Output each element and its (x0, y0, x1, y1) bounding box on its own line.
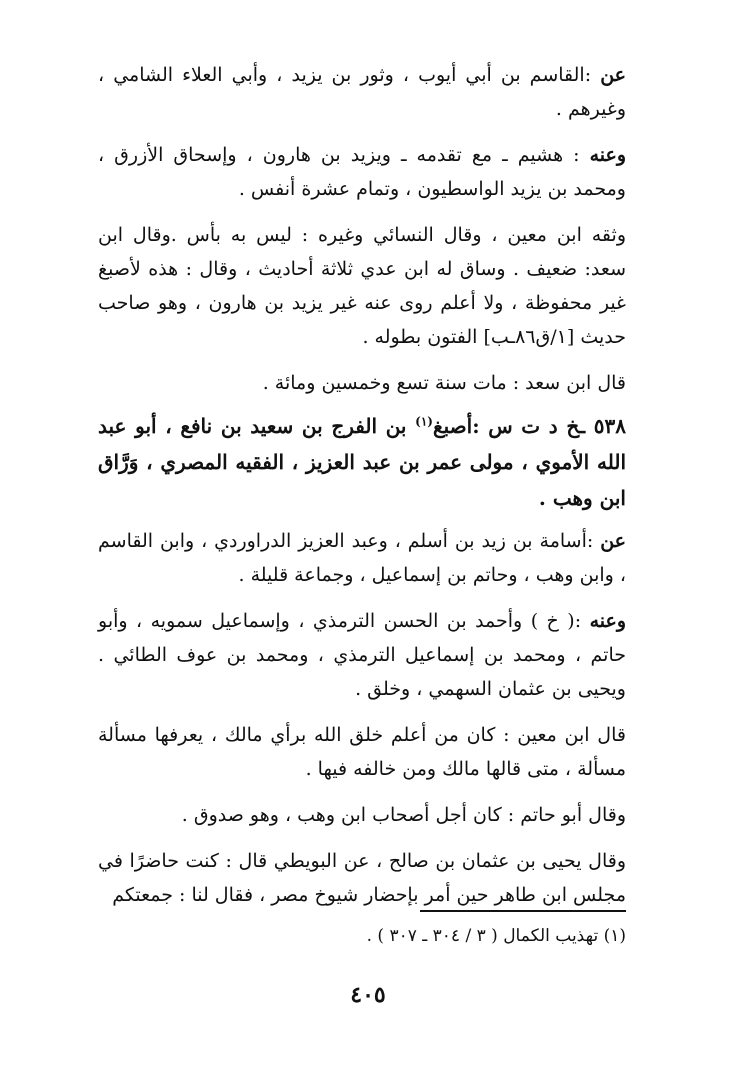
entry-heading (98, 408, 626, 516)
abu-hatim-quote-paragraph (98, 798, 626, 832)
paragraph-lead: وعنه (589, 610, 626, 632)
paragraph-lead: وعنه (589, 144, 626, 166)
paragraph-text: قال ابن سعد : مات سنة تسع وخمسين ومائة . (262, 372, 626, 394)
paragraph-text: :( خ ) وأحمد بن الحسن الترمذي ، وإسماعيل سمويه ، وأبو حاتم ، ومحمد بن إسماعيل الترمذي ، ومحمد بن عوف الطائي . ويحيى بن عثمان السهمي ، وخلق . (98, 610, 626, 700)
buwayti-anecdote-paragraph (98, 844, 626, 912)
footnote: (١) تهذيب الكمال ( ٣ / ٣٠٤ ـ ٣٠٧ ) . (366, 926, 626, 946)
paragraph-text: وقال يحيى بن عثمان بن صالح ، عن البويطي قال : كنت حاضرًا في مجلس ابن طاهر حين أمر بإحضار شيوخ مصر ، فقال لنا : جمعتكم (98, 850, 626, 906)
ibn-main-quote-paragraph (98, 718, 626, 786)
entry-narrators-from-paragraph (98, 524, 626, 592)
biography-continuation (98, 58, 626, 912)
grading-paragraph (98, 218, 626, 354)
paragraph-text: وثقه ابن معين ، وقال النسائي وغيره : ليس به بأس .وقال ابن سعد: ضعيف . وساق له ابن عدي ثلاثة أحاديث ، وقال : هذه لأصبغ غير محفوظة ، ولا أعلم روى عنه غير يزيد بن هارون ، وهو صاحب حديث [١/ق٨٦ـب] الفتون بطوله . (98, 224, 626, 348)
paragraph-text: وقال أبو حاتم : كان أجل أصحاب ابن وهب ، وهو صدوق . (181, 804, 626, 826)
paragraph-lead: عن (600, 530, 626, 552)
entry-narrators-to-paragraph (98, 604, 626, 706)
paragraph-text: قال ابن معين : كان من أعلم خلق الله برأي مالك ، يعرفها مسألة مسألة ، متى قالها مالك ومن خالفه فيها . (98, 724, 626, 780)
entry-heading-suffix: بن الفرج بن سعيد بن نافع ، أبو عبد الله الأموي ، مولى عمر بن عبد العزيز ، الفقيه المصري ، وَرَّاق ابن وهب . (98, 414, 626, 510)
entry-heading-prefix: ٥٣٨ ـخ د ت س :أصبغ (432, 414, 627, 438)
paragraph-text: : هشيم ـ مع تقدمه ـ ويزيد بن هارون ، وإسحاق الأزرق ، ومحمد بن يزيد الواسطيون ، وتمام عشرة أنفس . (98, 144, 626, 200)
narrators-from-paragraph (98, 58, 626, 126)
paragraph-lead: عن (600, 64, 626, 86)
paragraph-text: :أسامة بن زيد بن أسلم ، وعبد العزيز الدراوردي ، وابن القاسم ، وابن وهب ، وحاتم بن إسماعيل ، وجماعة قليلة . (98, 530, 626, 586)
footnote-divider (420, 910, 626, 912)
footnote-marker: (١) (415, 414, 433, 429)
death-date-paragraph (98, 366, 626, 400)
narrators-to-paragraph (98, 138, 626, 206)
page-number: ٤٠٥ (350, 982, 386, 1008)
paragraph-text: :القاسم بن أبي أيوب ، وثور بن يزيد ، وأبي العلاء الشامي ، وغيرهم . (98, 64, 626, 120)
